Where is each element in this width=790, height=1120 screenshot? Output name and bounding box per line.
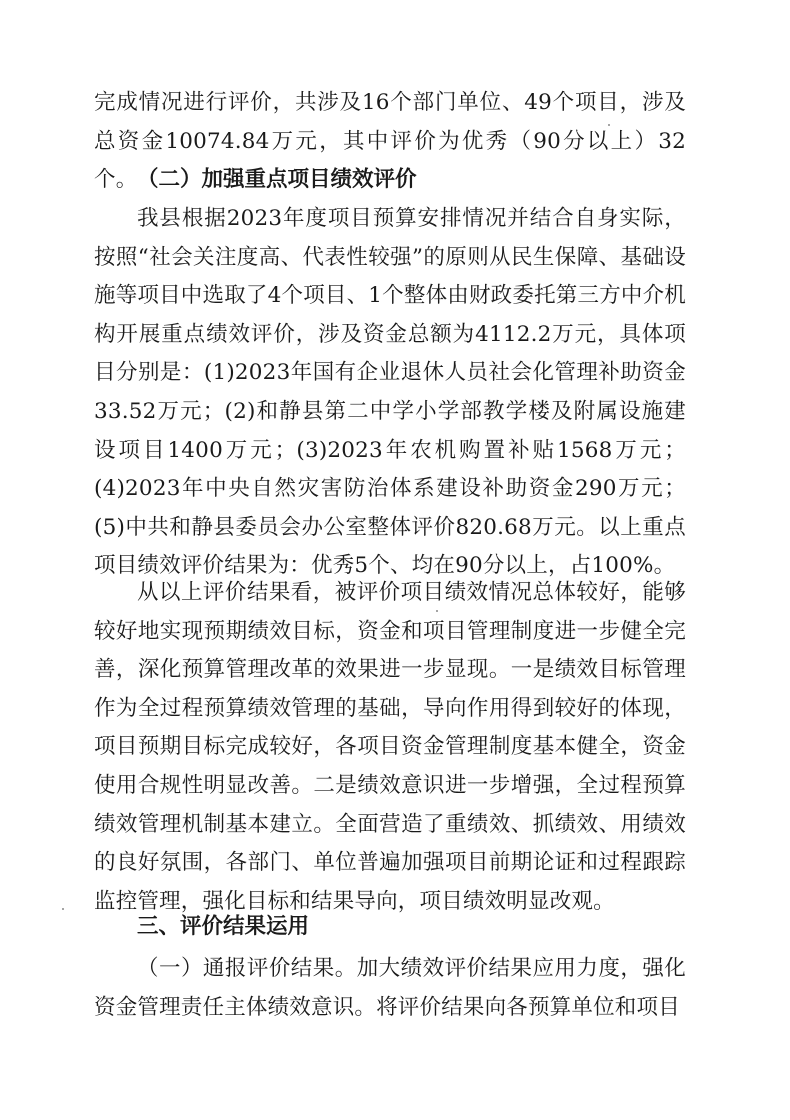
scan-speck (608, 124, 610, 126)
subsection-heading-key-projects: （二）加强重点项目绩效评价 (137, 167, 417, 192)
scan-speck (62, 908, 64, 910)
paragraph-report-results: （一）通报评价结果。加大绩效评价结果应用力度，强化资金管理责任主体绩效意识。将评价结果向各预算单位和项目 (94, 956, 686, 1020)
section-heading-results-application: 三、评价结果运用 (137, 914, 310, 939)
paragraph-key-projects: 我县根据2023年度项目预算安排情况并结合自身实际，按照“社会关注度高、代表性较强”的原则从民生保障、基础设施等项目中选取了4个项目、1个整体由财政委托第三方中介机构开展重点绩效评价，涉及资金总额为4112.2万元，具体项目分别是：(1)2023年国有企业退休人员社会化管理补助资金33.52万元；(2)和静县第二中学小学部教学楼及附属设施建设项目1400万元；(3)2023年农机购置补贴1568万元；(4)2023年中央自然灾害防治体系建设补助资金290万元；(5)中共和静县委员会办公室整体评价820.68万元。以上重点项目绩效评价结果为：优秀5个、均在90分以上，占100%。 (94, 206, 686, 579)
paragraph-summary-continued: 完成情况进行评价，共涉及16个部门单位、49个项目，涉及总资金10074.84万元，其中评价为优秀（90分以上）32个。 (94, 90, 686, 193)
paragraph-evaluation-results: 从以上评价结果看，被评价项目绩效情况总体较好，能够较好地实现预期绩效目标，资金和项目管理制度进一步健全完善，深化预算管理改革的效果进一步显现。一是绩效目标管理作为全过程预算绩效管理的基础，导向作用得到较好的体现，项目预期目标完成较好，各项目资金管理制度基本健全，资金使用合规性明显改善。二是绩效意识进一步增强，全过程预算绩效管理机制基本建立。全面营造了重绩效、抓绩效、用绩效的良好氛围，各部门、单位普遍加强项目前期论证和过程跟踪监控管理，强化目标和结果导向，项目绩效明显改观。 (94, 580, 686, 914)
scan-speck (436, 610, 438, 612)
